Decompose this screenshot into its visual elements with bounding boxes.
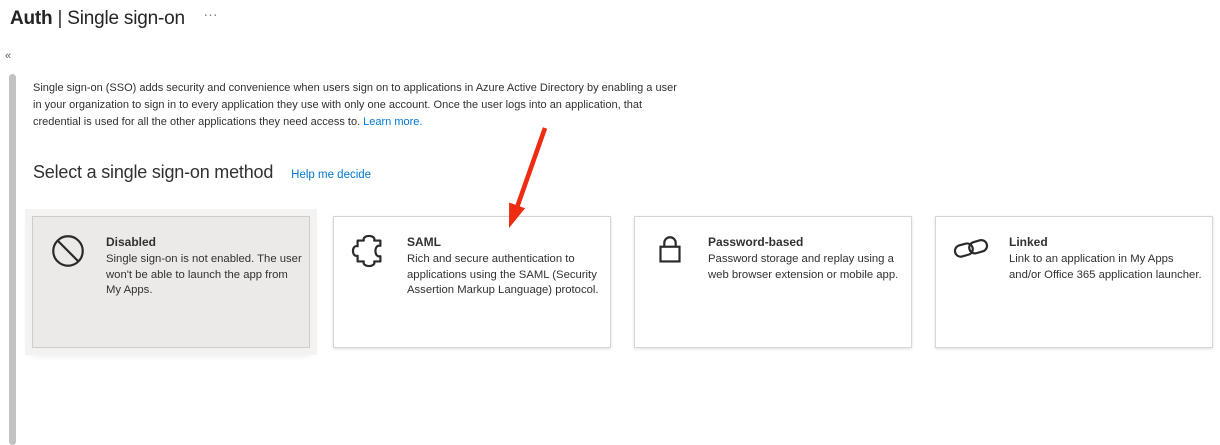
- app-name: Auth: [10, 8, 53, 29]
- card-text: [106, 235, 302, 347]
- lock-icon: [651, 232, 689, 270]
- learn-more-link[interactable]: Learn more.: [363, 116, 423, 128]
- card-title: Linked: [1009, 235, 1048, 249]
- card-text: [708, 235, 898, 347]
- card-icon-wrap: [651, 232, 691, 347]
- section-header: [33, 162, 371, 183]
- blade-name: Single sign-on: [67, 8, 185, 29]
- card-text: [407, 235, 599, 347]
- card-description: Single sign-on is not enabled. The user won't be able to launch the app from My Apps.: [106, 253, 302, 296]
- card-icon-wrap: [952, 232, 992, 347]
- title-separator: |: [57, 8, 63, 29]
- vertical-scrollbar[interactable]: [9, 74, 16, 445]
- page-title: [10, 8, 185, 30]
- card-icon-wrap: [49, 232, 89, 347]
- puzzle-icon: [350, 232, 388, 270]
- section-heading: Select a single sign-on method: [33, 162, 274, 182]
- card-description: Rich and secure authentication to applications using the SAML (Security Assertion Markup Language) protocol.: [407, 253, 599, 296]
- card-title: SAML: [407, 235, 441, 249]
- sso-method-card-disabled[interactable]: [32, 216, 310, 348]
- card-title: Disabled: [106, 235, 157, 249]
- intro-line: in your organization to sign in to every application they use with only one account. Once the user logs into an application, that: [33, 99, 643, 111]
- sso-method-card-linked[interactable]: [935, 216, 1213, 348]
- blade-header: [10, 8, 185, 30]
- card-text: [1009, 235, 1202, 347]
- help-me-decide-link[interactable]: Help me decide: [291, 169, 372, 181]
- prohibition-icon: [49, 232, 87, 270]
- sso-method-card-saml[interactable]: [333, 216, 611, 348]
- sso-description: [33, 80, 677, 131]
- intro-line: [33, 114, 677, 131]
- card-title: Password-based: [708, 235, 804, 249]
- sso-method-card-password-based[interactable]: [634, 216, 912, 348]
- card-description: Password storage and replay using a web browser extension or mobile app.: [708, 253, 899, 281]
- sso-method-cards: [32, 216, 1213, 348]
- chain-link-icon: [952, 232, 990, 270]
- collapse-menu-icon[interactable]: «: [5, 50, 12, 62]
- card-icon-wrap: [350, 232, 390, 347]
- more-options-icon[interactable]: …: [203, 3, 219, 20]
- card-description: Link to an application in My Apps and/or Office 365 application launcher.: [1009, 253, 1202, 281]
- intro-line-text: credential is used for all the other applications they need access to.: [33, 116, 361, 128]
- intro-line: Single sign-on (SSO) adds security and convenience when users sign on to applications in Azure Active Directory by enabling a user: [33, 82, 677, 94]
